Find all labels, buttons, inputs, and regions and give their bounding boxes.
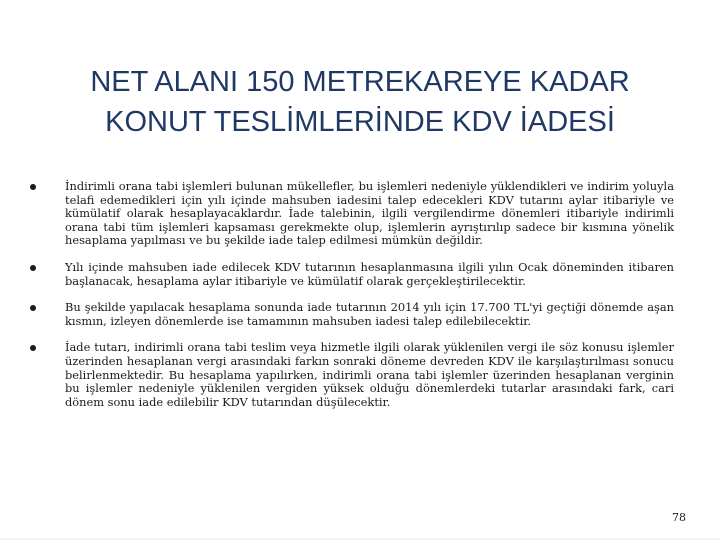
bullet-dot-icon: [30, 305, 36, 311]
bullet-text: Bu şekilde yapılacak hesaplama sonunda iade tutarının 2014 yılı için 17.700 TL'yi geçtiği dönemde aşan kısmın, izleyen dönemlerde ise tamamının mahsuben iadesi talep edilebilecektir.: [65, 300, 674, 328]
bullet-list: [30, 180, 674, 422]
slide-title-line-1: NET ALANI 150 METREKAREYE KADAR: [90, 66, 630, 98]
bullet-dot-icon: [30, 345, 36, 351]
bullet-dot-icon: [30, 265, 36, 271]
bullet-item: [30, 261, 674, 288]
slide-title-line-2: KONUT TESLİMLERİNDE KDV İADESİ: [105, 106, 615, 138]
slide-title: [40, 62, 680, 142]
bullet-item: [30, 301, 674, 328]
bullet-text: Yılı içinde mahsuben iade edilecek KDV tutarının hesaplanmasına ilgili yılın Ocak döneminden itibaren başlanacak, hesaplama aylar itibariyle ve kümülatif olarak gerçekleştirilecektir.: [65, 259, 674, 288]
bullet-text: İndirimli orana tabi işlemleri bulunan mükellefler, bu işlemleri nedeniyle yüklendikleri ve indirim yoluyla telafi edemedikleri için yılı içinde mahsuben iadesini talep edecekleri KDV tutarını aylar itibariyle ve kümülatif olarak hesaplayacaklardır. İade talebinin, ilgili vergilendirme dönemleri itibariyle indirimli orana tabi tüm işlemleri kapsaması gerekmekte olup, işlemlerin ayrıştırılıp sadece bir kısmına yönelik hesaplama yapılması ve bu şekilde iade talep edilmesi mümkün değildir.: [65, 179, 674, 248]
bullet-item: [30, 180, 674, 248]
bullet-item: [30, 341, 674, 409]
bullet-text: İade tutarı, indirimli orana tabi teslim veya hizmetle ilgili olarak yüklenilen vergi ile söz konusu işlemler üzerinden hesaplanan vergi arasındaki farkın sonraki döneme devreden KDV ile karşılaştırılması sonucu belirlenmektedir. Bu hesaplama yapılırken, indirimli orana tabi işlemler üzerinden hesaplanan verginin bu işlemler nedeniyle yüklenilen vergiden yüksek olduğu dönemlerdeki tutarlar arasındaki fark, cari dönem sonu iade edilebilir KDV tutarından düşülecektir.: [65, 340, 674, 409]
bullet-dot-icon: [30, 184, 36, 190]
page-number: 78: [672, 511, 686, 524]
